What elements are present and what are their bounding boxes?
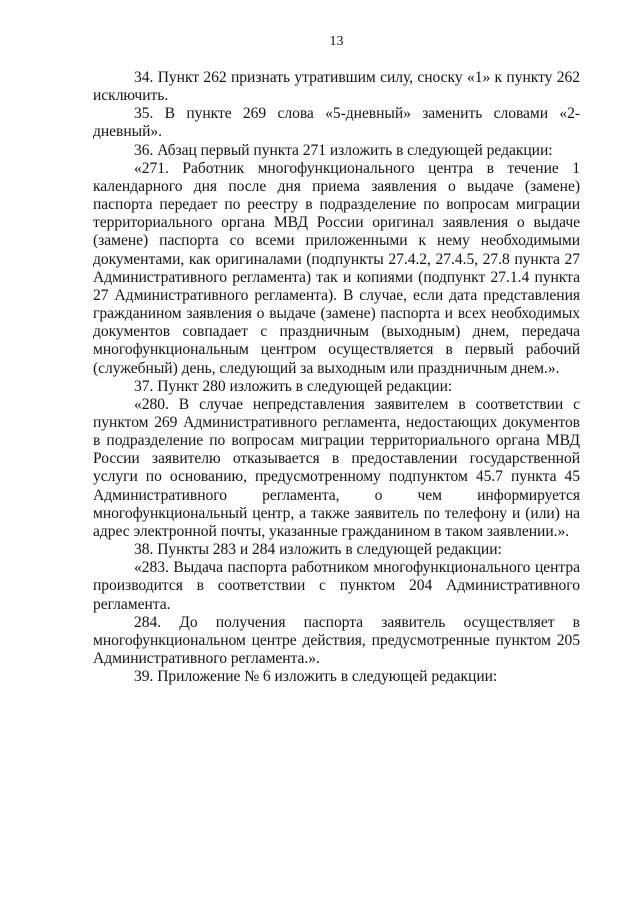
paragraph-quote-284: 284. До получения паспорта заявитель осуществляет в многофункциональном центре действия, предусмотренные пунктом 205 Административного регламента.». — [93, 613, 580, 667]
paragraph-item-36: 36. Абзац первый пункта 271 изложить в следующей редакции: — [134, 141, 553, 159]
paragraph-quote-283: «283. Выдача паспорта работником многофункционального центра производится в соответствии с пунктом 204 Административного регламента. — [93, 559, 580, 613]
paragraph-item-35: 35. В пункте 269 слова «5-дневный» заменить словами «2-дневный». — [93, 105, 580, 141]
paragraph-item-38: 38. Пункты 283 и 284 изложить в следующей редакции: — [134, 541, 502, 559]
paragraph-quote-271: «271. Работник многофункционального центра в течение 1 календарного дня после дня приема заявления о выдаче (замене) паспорта передает по реестру в подразделение по вопросам миграции территориального органа МВД России оригинал заявления о выдаче (замене) паспорта со всеми приложенными к нему необходимыми документами, как оригиналами (подпункты 27.4.2, 27.4.5, 27.8 пункта 27 Административного регламента) так и копиями (подпункт 27.1.4 пункта 27 Административного регламента). В случае, если дата представления гражданином заявления о выдаче (замене) паспорта и всех необходимых документов совпадает с праздничным (выходным) днем, передача многофункциональным центром осуществляется в первый рабочий (служебный) день, следующий за выходным или праздничным днем.». — [93, 159, 580, 377]
paragraph-item-34: 34. Пункт 262 признать утратившим силу, сноску «1» к пункту 262 исключить. — [93, 69, 580, 105]
paragraph-quote-280: «280. В случае непредставления заявителем в соответствии с пунктом 269 Административного регламента, недостающих документов в подразделение по вопросам миграции территориального органа МВД России заявителю отказывается в предоставлении государственной услуги по основанию, предусмотренному подпунктом 45.7 пункта 45 Административного регламента, о чем информируется многофункциональный центр, а также заявитель по телефону и (или) на адрес электронной почты, указанные гражданином в таком заявлении.». — [93, 395, 580, 540]
paragraph-item-39: 39. Приложение № 6 изложить в следующей редакции: — [134, 668, 498, 686]
paragraph-item-37: 37. Пункт 280 изложить в следующей редакции: — [134, 377, 453, 395]
page-number: 13 — [329, 34, 344, 49]
